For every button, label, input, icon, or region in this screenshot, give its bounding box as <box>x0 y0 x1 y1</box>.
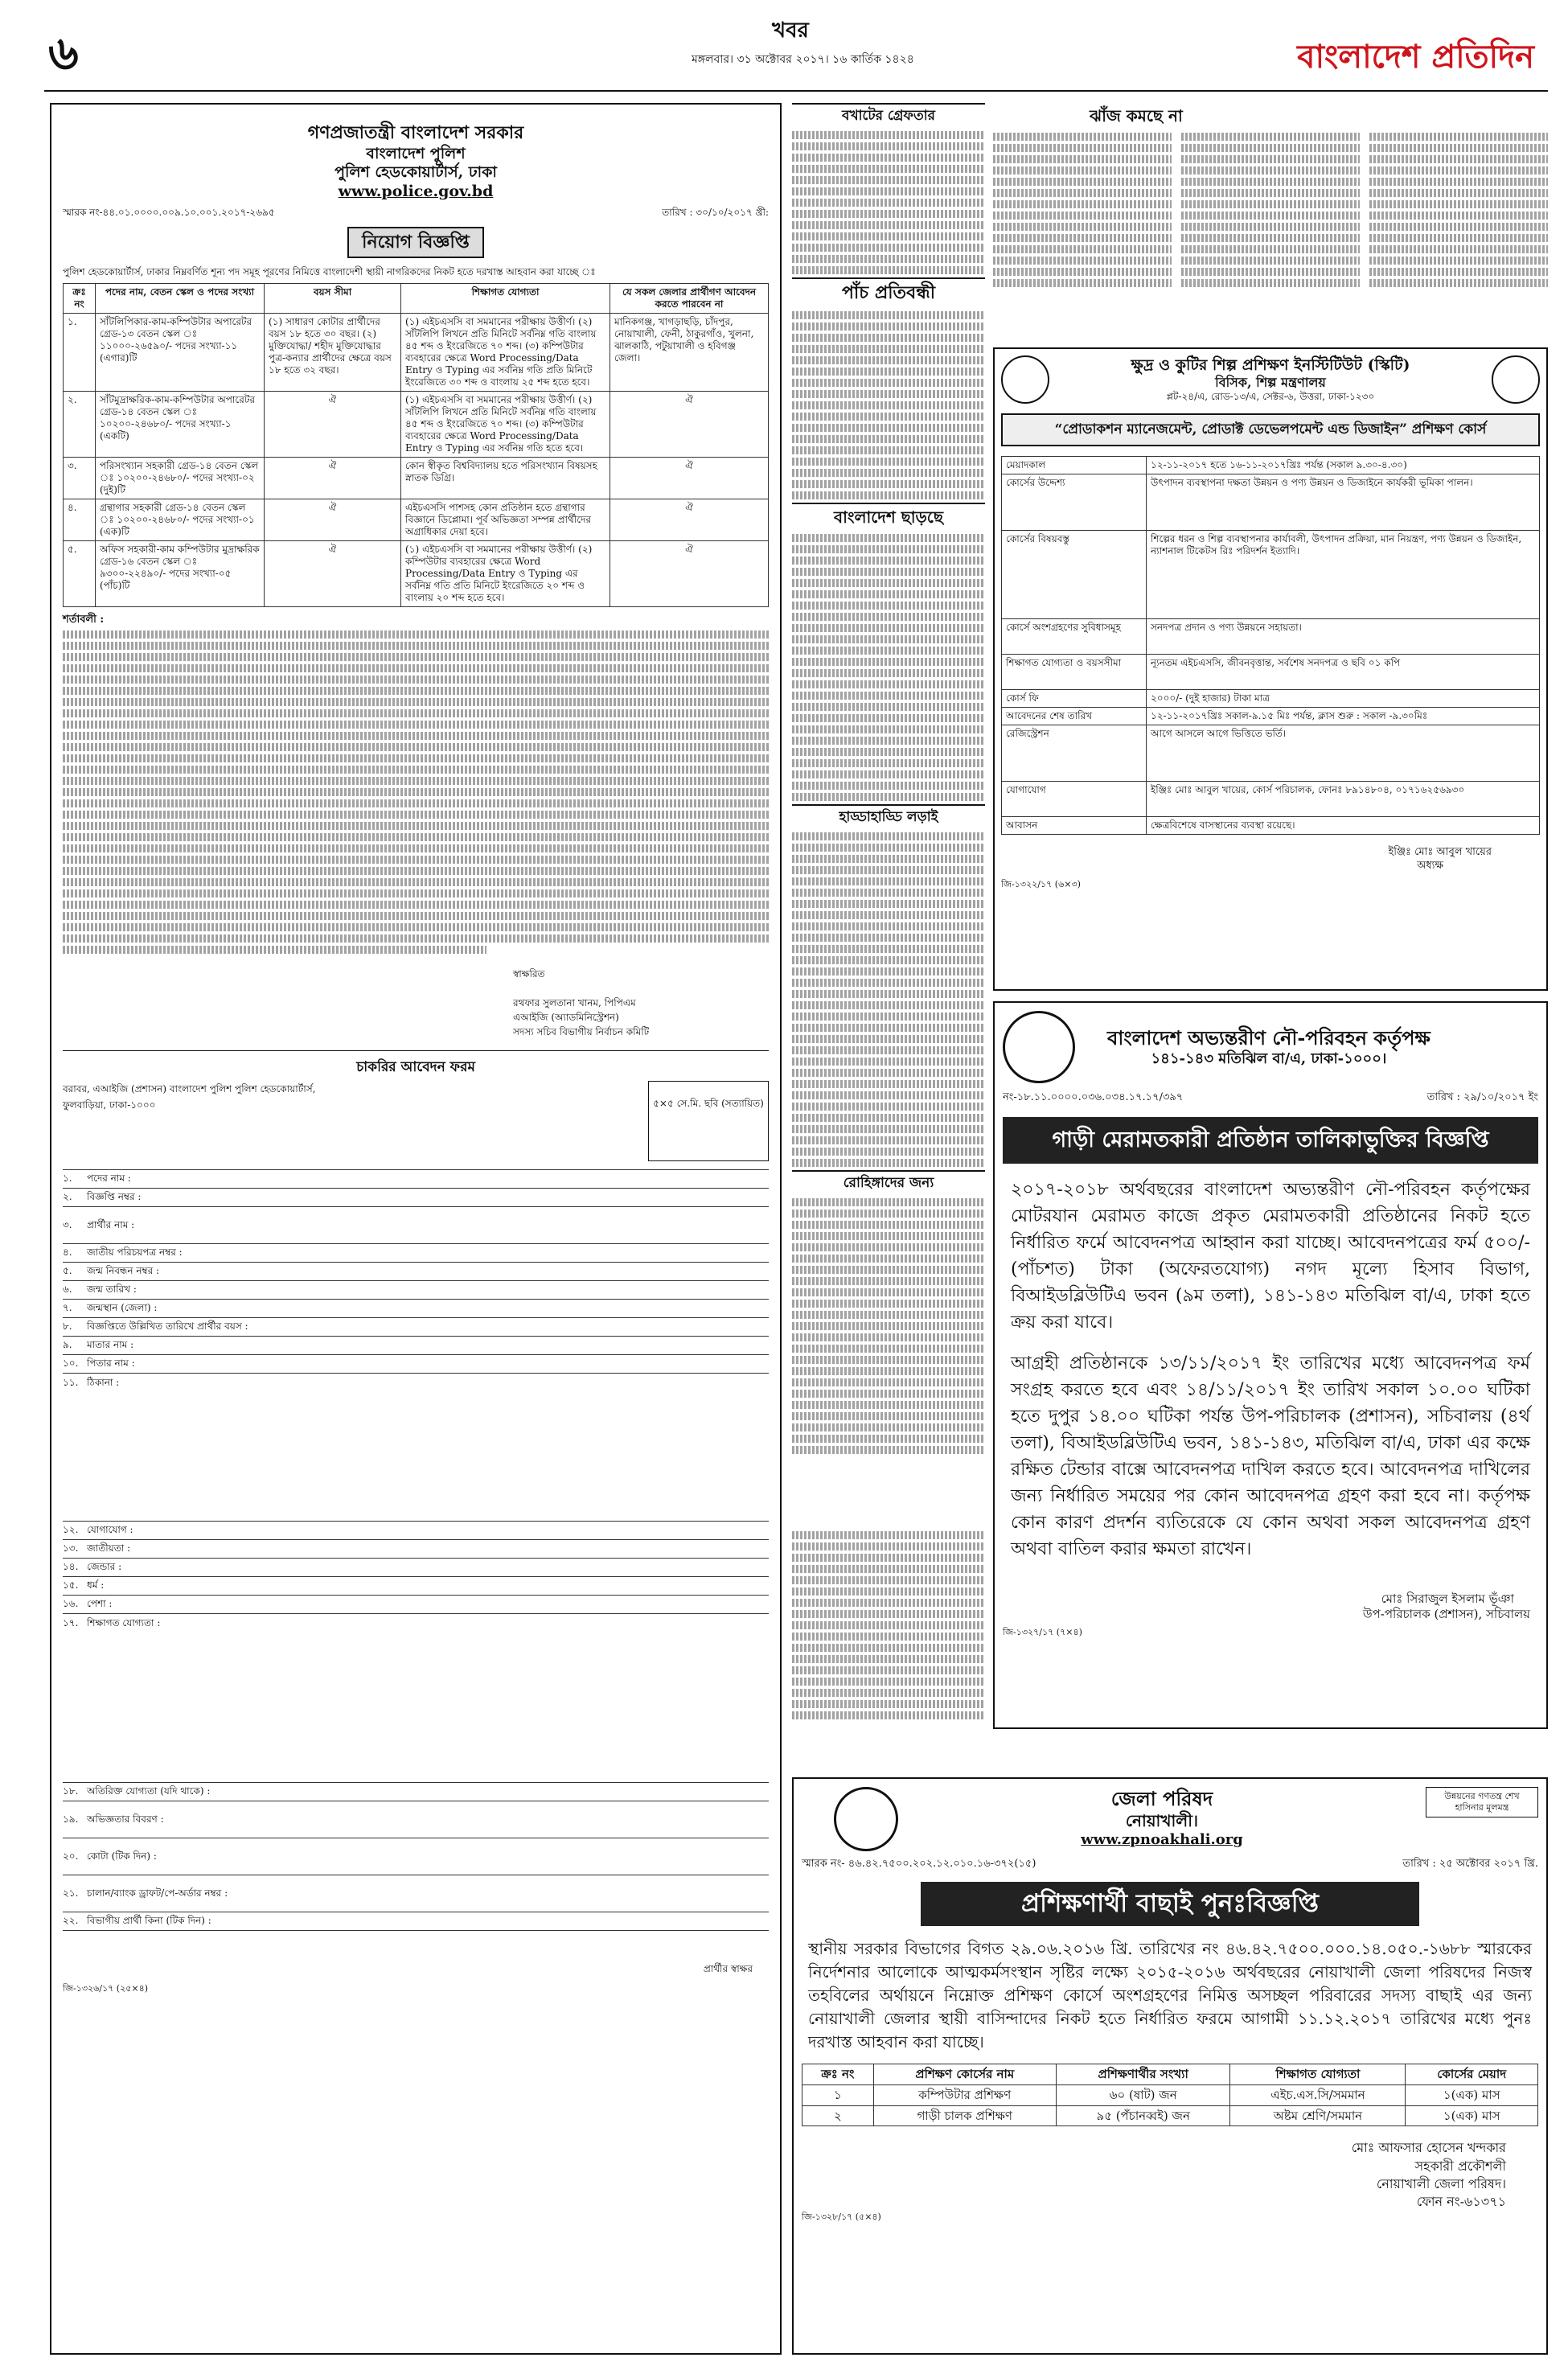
cell-post: অফিস সহকারী-কাম কম্পিউটার মুদ্রাক্ষরিক গ্রেড-১৬ বেতন স্কেল ঃ ৯৩০০-২২৪৯০/- পদের সংখ্যা-০৫ (পাঁচ)টি <box>96 541 265 607</box>
form-addressee: বরাবর, এআইজি (প্রশাসন) বাংলাদেশ পুলিশ পুলিশ হেডকোয়ার্টার্স, ফুলবাড়িয়া, ঢাকা-১০০০ <box>63 1082 316 1111</box>
conditions-title: শর্তাবলী : <box>63 614 105 626</box>
cell-post: পরিসংখ্যান সহকারী গ্রেড-১৪ বেতন স্কেল ঃ ১০২০০-২৪৬৮০/- পদের সংখ্যা-০২ (দুই)টি <box>96 458 265 499</box>
form-field[interactable]: ১৩. জাতীয়তা : <box>63 1540 769 1559</box>
form-field[interactable]: ১৫. ধর্ম : <box>63 1577 769 1596</box>
th-age: বয়স সীমা <box>265 284 401 314</box>
application-form <box>63 1169 769 1931</box>
cell-post: সাঁটলিপিকার-কাম-কম্পিউটার অপারেটর গ্রেড-১৩ বেতন স্কেল ঃ ১১০০০-২৬৫৯০/- পদের সংখ্যা-১১ (এগার)টি <box>96 314 265 392</box>
news-headline: হাড্ডাহাড্ডি লড়াই <box>792 804 985 829</box>
org-emblem-icon <box>1001 355 1049 404</box>
th-edu: শিক্ষাগত যোগ্যতা <box>401 284 610 314</box>
cell-sl: ৪. <box>64 499 96 541</box>
zp-title: প্রশিক্ষণার্থী বাছাই পুনঃবিজ্ঞপ্তি <box>921 1882 1419 1926</box>
form-field[interactable]: ২১. চালান/ব্যাংক ড্রাফট/পে-অর্ডার নম্বর : <box>63 1875 769 1912</box>
ad-line3: পুলিশ হেডকোয়ার্টার্স, ঢাকা <box>335 163 497 182</box>
table-row: শিক্ষাগত যোগ্যতা ও বয়সসীমা ন্যূনতম এইচএসসি, জীবনবৃত্তান্ত, সর্বশেষ সনদপত্র ও ছবি ০১ কপি <box>1002 655 1540 690</box>
course-table <box>1001 456 1540 835</box>
table-row: যোগাযোগ ইঞ্জিঃ মোঃ আবুল খায়ের, কোর্স পরিচালক, ফোনঃ ৮৯১৪৮০৪, ০১৭১৬২৫৬৯৩০ <box>1002 782 1540 817</box>
memo-date: তারিখ : ২৫ অক্টোবর ২০১৭ খ্রি. <box>1402 1858 1538 1870</box>
zp-phone: ফোন নং-৬১৩৭১ <box>1416 2194 1506 2210</box>
news-headline: পাঁচ প্রতিবন্ধী <box>792 277 985 308</box>
form-field[interactable]: ১৬. পেশা : <box>63 1596 769 1614</box>
website-link[interactable]: www.police.gov.bd <box>338 183 494 200</box>
table-row: কোর্সের উদ্দেশ্য উৎপাদন ব্যবস্থাপনা দক্ষতা উন্নয়ন ও পণ্য উন্নয়ন ও ডিজাইনে কার্যকরী ভূমিকা পালন। <box>1002 474 1540 531</box>
cell-edu: কোন স্বীকৃত বিশ্ববিদ্যালয় হতে পরিসংখ্যান বিষয়সহ স্নাতক ডিগ্রি। <box>401 458 610 499</box>
cell-district: ঐ <box>610 541 769 607</box>
cell-age: ঐ <box>265 499 401 541</box>
memo-number: নং-১৮.১১.০০০০.০৩৬.০৩৪.১৭.১৭/৩৯৭ <box>1003 1091 1184 1103</box>
form-field[interactable]: ১১. ঠিকানা : <box>63 1374 769 1522</box>
table-row <box>64 499 769 541</box>
memo-number: স্মারক নং-৪৪.০১.০০০০.০০৯.১০.০০১.২০১৭-২৬৯৫ <box>63 206 275 218</box>
org-name: ক্ষুদ্র ও কুটির শিল্প প্রশিক্ষণ ইনস্টিটিউট (স্কিটি) <box>1131 355 1410 374</box>
org-name: জেলা পরিষদ <box>1110 1787 1213 1810</box>
form-field[interactable]: ৬. জন্ম তারিখ : <box>63 1281 769 1300</box>
table-row: রেজিস্ট্রেশন আগে আসলে আগে ভিত্তিতে ভর্তি। <box>1002 725 1540 782</box>
biwta-signer-role: উপ-পরিচালক (প্রশাসন), সচিবালয় <box>1362 1606 1530 1621</box>
form-field[interactable]: ২০. কোটা (টিক দিন) : <box>63 1838 769 1875</box>
org-place: নোয়াখালী। <box>1125 1811 1199 1830</box>
form-field[interactable]: ১০. পিতার নাম : <box>63 1355 769 1374</box>
form-field[interactable]: ৯. মাতার নাম : <box>63 1337 769 1355</box>
slogan-box: উন্নয়নের গণতন্ত্র শেখ হাসিনার মূলমন্ত্র <box>1426 1787 1538 1817</box>
table-row: কোর্সে অংশগ্রহণের সুবিধাসমূহ সনদপত্র প্রদান ও পণ্য উন্নয়নে সহায়তা। <box>1002 619 1540 655</box>
header-rule <box>44 90 1548 92</box>
news-top-right <box>993 103 1548 344</box>
form-field[interactable]: ৭. জন্মস্থান (জেলা) : <box>63 1300 769 1318</box>
training-signer-role: অধ্যক্ষ <box>1417 859 1443 872</box>
cell-sl: ১. <box>64 314 96 392</box>
form-field[interactable]: ১. পদের নাম : <box>63 1170 769 1189</box>
cell-sl: ৩. <box>64 458 96 499</box>
news-headline: ঝাঁজ কমছে না <box>1090 106 1183 125</box>
news-headline: রোহিঙ্গাদের জন্য <box>792 1170 985 1195</box>
memo-number: স্মারক নং- ৪৬.৪২.৭৫০০.২০২.১২.০১০.১৬-৩৭২(১৫) <box>802 1858 1036 1870</box>
table-row <box>64 541 769 607</box>
zp-signature <box>802 2139 1538 2212</box>
applicant-signature: প্রার্থীর স্বাক্ষর <box>703 1962 753 1974</box>
news-column-1 <box>792 103 985 1518</box>
ad-code: জি-১৩২২/১৭ (৬×৩) <box>1001 878 1081 889</box>
posts-table <box>63 283 769 607</box>
signature-block <box>513 967 769 1039</box>
org-address: প্লট-২৪/এ, রোড-১৩/এ, সেক্টর-৬, উত্তরা, ঢাকা-১২৩০ <box>1166 391 1375 403</box>
biwta-para1: ২০১৭-২০১৮ অর্থবছরের বাংলাদেশ অভ্যন্তরীণ নৌ-পরিবহন কর্তৃপক্ষের মোটরযান মেরামত কাজে প্রকৃত মেরামতকারী প্রতিষ্ঠানের নিকট হতে নির্ধারিত ফর্মে আবেদনপত্র আহ্বান করা যাচ্ছে। আবেদনপত্রের ফর্ম ৫০০/- (পাঁচশত) টাকা (অফেরতযোগ্য) নগদ মূল্যে হিসাব বিভাগ, বিআইডব্লিউটিএ ভবন (৯ম তলা), ১৪১-১৪৩ মতিঝিল বা/এ, ঢাকা হতে ক্রয় করা যাবে। <box>1011 1180 1530 1333</box>
table-row: আবেদনের শেষ তারিখ ১২-১১-২০১৭খ্রিঃ সকাল-৯.১৫ মিঃ পর্যন্ত, ক্লাস শুরু : সকাল -৯.৩০মিঃ <box>1002 708 1540 725</box>
th-district: যে সকল জেলার প্রার্থীগণ আবেদন করতে পারবেন না <box>610 284 769 314</box>
cell-edu: এইচএসসি পাশসহ কোন প্রতিষ্ঠান হতে গ্রন্থাগার বিজ্ঞানে ডিপ্লোমা। পূর্ব অভিজ্ঞতা সম্পন্ন প্রার্থীদের অগ্রাধিকার দেয়া হবে। <box>401 499 610 541</box>
biwta-para2: আগ্রহী প্রতিষ্ঠানকে ১৩/১১/২০১৭ ইং তারিখের মধ্যে আবেদনপত্র ফর্ম সংগ্রহ করতে হবে এবং ১৪/১১/২০১৭ ইং তারিখ সকাল ১০.০০ ঘটিকা হতে দুপুর ১৪.০০ ঘটিকা পর্যন্ত উপ-পরিচালক (প্রশাসন), সচিবালয় (৪র্থ তলা), বিআইডব্লিউটিএ ভবন, ১৪১-১৪৩, মতিঝিল বা/এ, ঢাকা এর কক্ষে রক্ষিত টেন্ডার বাক্সে আবেদনপত্র দাখিল করতে হবে। আবেদনপত্র দাখিলের জন্য নির্ধারিত সময়ের পর কোন আবেদনপত্র গ্রহণ করা হবে না। কর্তৃপক্ষ কোন কারণ প্রদর্শন ব্যতিরেকে যে কোন অথবা সকল আবেদনপত্র গ্রহণ অথবা বাতিল করার ক্ষমতা রাখেন। <box>1011 1353 1530 1559</box>
news-column-2 <box>792 1528 985 1769</box>
signer-name: রথফার সুলতানা খানম, পিপিএম <box>513 996 636 1008</box>
training-course-ad <box>993 347 1548 991</box>
section-title: খবর <box>772 18 809 43</box>
cell-age: (১) সাধারণ কোটার প্রার্থীদের বয়স ১৮ হতে ৩০ বছর। (২) মুক্তিযোদ্ধা/ শহীদ মুক্তিযোদ্ধার পুত্র-কন্যার প্রার্থীদের ক্ষেত্রে বয়স ১৮ হতে ৩২ বছর। <box>265 314 401 392</box>
news-headline: বখাটের গ্রেফতার <box>792 103 985 128</box>
table-row: আবাসন ক্ষেত্রবিশেষে বাসস্থানের ব্যবস্থা রয়েছে। <box>1002 817 1540 835</box>
cell-age: ঐ <box>265 458 401 499</box>
zp-signer-role: সহকারী প্রকৌশলী <box>1414 2158 1506 2174</box>
sign-label: স্বাক্ষরিত <box>513 967 545 980</box>
org-name2: বিসিক, শিল্প মন্ত্রণালয় <box>1215 375 1326 391</box>
cell-district: ঐ <box>610 499 769 541</box>
memo-date: তারিখ : ২৯/১০/২০১৭ ইং <box>1426 1091 1538 1103</box>
table-row <box>64 314 769 392</box>
biwta-emblem-icon <box>1003 1011 1075 1083</box>
ad-line2: বাংলাদেশ পুলিশ <box>366 144 466 162</box>
zila-parishad-ad <box>792 1777 1548 2355</box>
table-row: ১ কম্পিউটার প্রশিক্ষণ ৬০ (ষাট) জন এইচ.এস.সি/সমমান ১(এক) মাস <box>802 2084 1538 2105</box>
zp-website-link[interactable]: www.zpnoakhali.org <box>1081 1831 1243 1848</box>
cell-district: ঐ <box>610 458 769 499</box>
police-recruitment-ad <box>50 103 782 2355</box>
page-header <box>0 0 1568 88</box>
cell-age: ঐ <box>265 392 401 458</box>
ad-code: জি-১৩২৭/১৭ (৭×৪) <box>1003 1626 1082 1637</box>
date-line: মঙ্গলবার। ৩১ অক্টোবর ২০১৭। ১৬ কার্তিক ১৪২৪ <box>692 53 914 66</box>
ad-code: জি-১৩২৬/১৭ (২৫×৪) <box>63 1982 149 1994</box>
cell-post: সাঁটমুদ্রাক্ষরিক-কাম-কম্পিউটার অপারেটর গ্রেড-১৪ বেতন স্কেল ঃ ১০২০০-২৪৬৮০/- পদের সংখ্যা-১ (একটি) <box>96 392 265 458</box>
zp-table: ক্রঃ নং প্রশিক্ষণ কোর্সের নাম প্রশিক্ষণার্থীর সংখ্যা শিক্ষাগত যোগ্যতা কোর্সের মেয়াদ ১ কম্পিউটার প্রশিক্ষণ ৬০ (ষাট) জন এইচ.এস.সি/সমমান ১(এক) মাস ২ গাড়ী চালক প্রশিক্ষণ ৯৫ (পঁচানব্বই) জন অষ্টম শ্রেণি/সমমান ১(এক) মাস <box>802 2064 1538 2126</box>
form-field[interactable]: ২. বিজ্ঞপ্তি নম্বর : <box>63 1189 769 1207</box>
biwta-title: গাড়ী মেরামতকারী প্রতিষ্ঠান তালিকাভুক্তির বিজ্ঞপ্তি <box>1003 1117 1538 1164</box>
table-row: কোর্স ফি ২০০০/- (দুই হাজার) টাকা মাত্র <box>1002 690 1540 708</box>
table-row: মেয়াদকাল ১২-১১-২০১৭ হতে ১৬-১১-২০১৭খ্রিঃ পর্যন্ত (সকাল ৯.৩০-৪.৩০) <box>1002 457 1540 474</box>
zp-body: স্থানীয় সরকার বিভাগের বিগত ২৯.০৬.২০১৬ খ্রি. তারিখের নং ৪৬.৪২.৭৫০০.০০০.১৪.০৫০.-১৬৮৮ স্মারকের নির্দেশনার আলোকে আত্মকর্মসংস্থান সৃষ্টির লক্ষ্যে ২০১৫-২০১৬ অর্থবছরের নোয়াখালী জেলা পরিষদের নিজস্ব তহবিলের অর্থায়নে নিম্নোক্ত প্রশিক্ষণ কোর্সে অংশগ্রহণের নিমিত্ত অসচ্ছল পরিবারের সদস্য বাছাই এর জন্য নোয়াখালী জেলার স্থায়ী বাসিন্দাদের নিকট হতে নির্ধারিত ফরমে আগামী ১১.১২.২০১৭ তারিখের মধ্যে পুনঃ দরখাস্ত আহবান করা যাচ্ছে। <box>808 1939 1532 2052</box>
biwta-signer: মোঃ সিরাজুল ইসলাম ভূঁঞা <box>1381 1592 1514 1606</box>
form-field[interactable]: ৫. জন্ম নিবন্ধন নম্বর : <box>63 1263 769 1281</box>
page-number: ৬ <box>48 26 79 80</box>
photo-box: ৫×৫ সে.মি. ছবি (সত্যায়িত) <box>648 1081 769 1161</box>
zp-signer: মোঃ আফসার হোসেন খন্দকার <box>1351 2140 1506 2156</box>
form-field[interactable]: ৪. জাতীয় পরিচয়পত্র নম্বর : <box>63 1244 769 1263</box>
cell-edu: (১) এইচএসসি বা সমমানের পরীক্ষায় উত্তীর্ণ। (২) সাঁটলিপি লিখনে প্রতি মিনিটে সর্বনিম্ন গতি বাংলায় ৪৫ শব্দ ও ইংরেজিতে ৭০ শব্দ। (৩) কম্পিউটার ব্যবহারের ক্ষেত্রে Word Processing/Data Entry ও Typing এর সর্বনিম্ন গতি প্রতি মিনিটে ইংরেজিতে ৩০ শব্দ ও বাংলায় ২৫ শব্দ হতে হবে। <box>401 314 610 392</box>
org-name: বাংলাদেশ অভ্যন্তরীণ নৌ-পরিবহন কর্তৃপক্ষ <box>1107 1025 1430 1049</box>
form-field[interactable]: ২২. বিভাগীয় প্রার্থী কিনা (টিক দিন) : <box>63 1912 769 1931</box>
cell-sl: ২. <box>64 392 96 458</box>
ad-code: জি-১৩২৮/১৭ (৫×৪) <box>802 2211 881 2222</box>
cell-age: ঐ <box>265 541 401 607</box>
newspaper-logo: বাংলাদেশ প্রতিদিন <box>1297 39 1534 76</box>
zp-signer-org: নোয়াখালী জেলা পরিষদ। <box>1376 2176 1506 2192</box>
cell-district: মানিকগঞ্জ, খাগড়াছড়ি, চাঁদপুর, নোয়াখালী, ফেনী, ঠাকুরগাঁও, খুলনা, ঝালকাঠি, পটুয়াখালী ও হবিগঞ্জ জেলা। <box>610 314 769 392</box>
cell-district: ঐ <box>610 392 769 458</box>
ad-intro: পুলিশ হেডকোয়ার্টার্স, ঢাকার নিম্নবর্ণিত শূন্য পদ সমূহ পূরণের নিমিত্তে বাংলাদেশী স্থায়ী নাগরিকদের নিকট হতে দরখাস্ত আহবান করা যাচ্ছে ঃ <box>63 266 596 278</box>
signer-role: এআইজি (অ্যাডমিনিস্ট্রেশন) <box>513 1011 619 1023</box>
training-signer: ইঞ্জিঃ মোঃ আবুল খায়ের <box>1388 846 1492 859</box>
zp-emblem-icon <box>834 1787 898 1851</box>
form-field[interactable]: ১৭. শিক্ষাগত যোগ্যতা : <box>63 1614 769 1783</box>
govt-emblem-icon <box>1492 355 1540 404</box>
table-row <box>64 458 769 499</box>
cell-edu: (১) এইচএসসি বা সমমানের পরীক্ষায় উত্তীর্ণ। (২) কম্পিউটার ব্যবহারের ক্ষেত্রে Word Processing/Data Entry ও Typing এর সর্বনিম্ন গতি প্রতি মিনিটে ইংরেজিতে ২০ শব্দ ও বাংলায় ২০ শব্দ হতে হবে। <box>401 541 610 607</box>
cell-post: গ্রন্থাগার সহকারী গ্রেড-১৪ বেতন স্কেল ঃ ১০২০০-২৪৬৮০/- পদের সংখ্যা-০১ (এক)টি <box>96 499 265 541</box>
form-field[interactable]: ৩. প্রার্থীর নাম : <box>63 1207 769 1244</box>
cell-edu: (১) এইচএসসি বা সমমানের পরীক্ষায় উত্তীর্ণ। (২) সাঁটলিপি লিখনে প্রতি মিনিটে সর্বনিম্ন গতি বাংলায় ৪৫ শব্দ ও ইংরেজিতে ৭০ শব্দ। (৩) কম্পিউটার ব্যবহারের ক্ষেত্রে Word Processing/Data Entry ও Typing এর সর্বনিম্ন গতি হতে হবে। <box>401 392 610 458</box>
form-field[interactable]: ১২. যোগাযোগ : <box>63 1522 769 1540</box>
table-row <box>64 392 769 458</box>
biwta-ad <box>993 1001 1548 1729</box>
form-field[interactable]: ১৪. জেন্ডার : <box>63 1559 769 1577</box>
form-title: চাকরির আবেদন ফরম <box>356 1058 475 1075</box>
form-field[interactable]: ১৮. অতিরিক্ত যোগ্যতা (যদি থাকে) : <box>63 1783 769 1801</box>
th-post: পদের নাম, বেতন স্কেল ও পদের সংখ্যা <box>96 284 265 314</box>
ad-title: নিয়োগ বিজ্ঞপ্তি <box>347 227 484 259</box>
table-row: ২ গাড়ী চালক প্রশিক্ষণ ৯৫ (পঁচানব্বই) জন অষ্টম শ্রেণি/সমমান ১(এক) মাস <box>802 2105 1538 2126</box>
conditions-text <box>63 630 769 954</box>
course-title: “প্রোডাকশন ম্যানেজমেন্ট, প্রোডাক্ট ডেভেলপমেন্ট এন্ড ডিজাইন” প্রশিক্ষণ কোর্স <box>1001 413 1540 446</box>
form-field[interactable]: ১৯. অভিজ্ঞতার বিবরণ : <box>63 1801 769 1838</box>
table-row: কোর্সের বিষয়বস্তু শিল্পের ধরন ও শিল্প ব্যবস্থাপনার কার্যাবলী, উৎপাদন প্রক্রিয়া, মান নিয়ন্ত্রণ, পণ্য উন্নয়ন ও ডিজাইন, ন্যাশনাল টিকেটস রিঃ পরিদর্শন ইত্যাদি। <box>1002 531 1540 619</box>
memo-date: তারিখ : ৩০/১০/২০১৭ খ্রী: <box>662 206 769 218</box>
form-field[interactable]: ৮. বিজ্ঞপ্তিতে উল্লিখিত তারিখে প্রার্থীর বয়স : <box>63 1318 769 1337</box>
cell-sl: ৫. <box>64 541 96 607</box>
ad-line1: গণপ্রজাতন্ত্রী বাংলাদেশ সরকার <box>307 122 524 143</box>
org-address: ১৪১-১৪৩ মতিঝিল বা/এ, ঢাকা-১০০০। <box>1151 1049 1387 1067</box>
th-sl: ক্রঃ নং <box>64 284 96 314</box>
news-headline: বাংলাদেশ ছাড়ছে <box>792 503 985 531</box>
signer-role2: সদস্য সচিব বিভাগীয় নির্বাচন কমিটি <box>513 1025 650 1037</box>
